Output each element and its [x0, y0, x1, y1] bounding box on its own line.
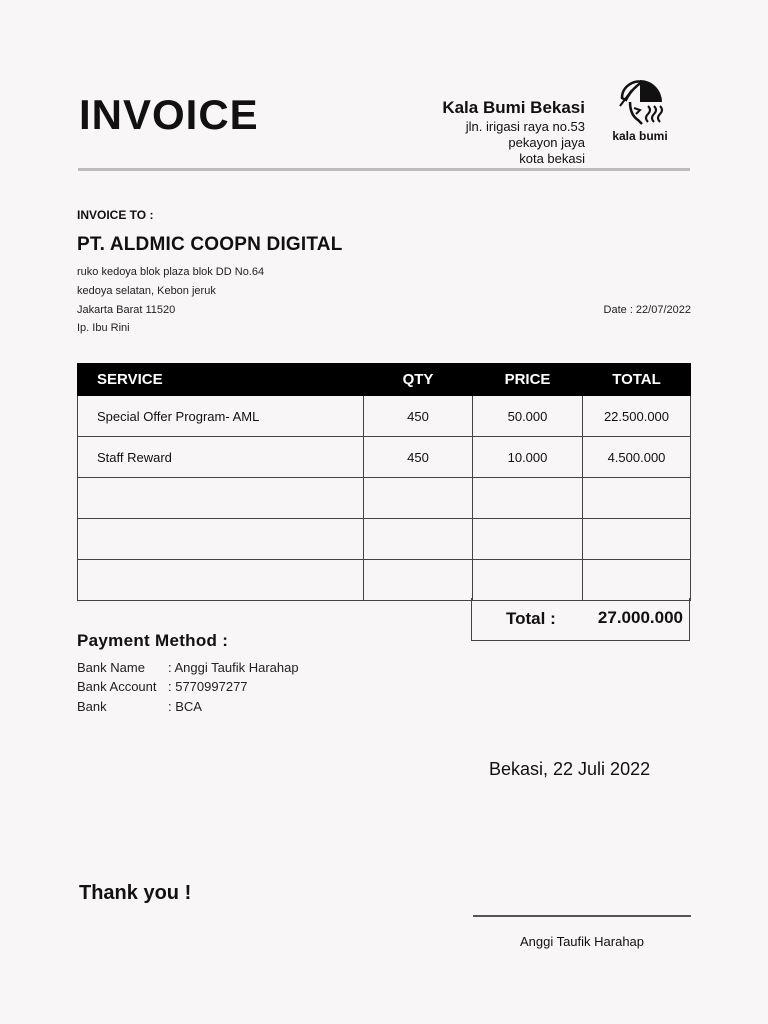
client-contact: Ip. Ibu Rini — [77, 322, 130, 334]
kala-bumi-logo-icon — [612, 76, 668, 128]
logo-text: kala bumi — [612, 129, 668, 143]
header-service: SERVICE — [78, 364, 364, 396]
payment-row — [77, 679, 248, 694]
cell-qty: 450 — [364, 437, 473, 478]
grand-total-value: 27.000.000 — [597, 608, 683, 627]
payment-row — [77, 660, 299, 675]
cell-service: Staff Reward — [78, 437, 364, 478]
client-address-line: ruko kedoya blok plaza blok DD No.64 — [77, 266, 265, 278]
table-row — [78, 519, 691, 560]
cell-total — [583, 519, 691, 560]
company-block — [442, 97, 585, 167]
cell-qty: 450 — [364, 396, 473, 437]
payment-row — [77, 699, 202, 714]
payment-value: : 5770997277 — [168, 679, 248, 694]
cell-qty — [364, 478, 473, 519]
payment-key: Bank Name — [77, 660, 145, 675]
cell-total: 22.500.000 — [583, 396, 691, 437]
grand-total-label: Total : — [506, 609, 556, 628]
cell-price — [473, 478, 583, 519]
table-row — [78, 478, 691, 519]
payment-value: : Anggi Taufik Harahap — [168, 660, 299, 675]
signatory-name: Anggi Taufik Harahap — [519, 934, 645, 949]
cell-price: 10.000 — [473, 437, 583, 478]
signature-line — [473, 915, 691, 917]
invoice-to-label: INVOICE TO : — [77, 208, 154, 222]
header-total: TOTAL — [583, 364, 691, 396]
cell-service — [78, 519, 364, 560]
cell-qty — [364, 560, 473, 601]
client-address-line: Jakarta Barat 11520 — [77, 304, 176, 316]
header-divider — [78, 168, 690, 171]
cell-price — [473, 560, 583, 601]
cell-service — [78, 560, 364, 601]
table-row — [78, 437, 691, 478]
company-address-line: pekayon jaya — [508, 135, 585, 150]
payment-value: : BCA — [168, 699, 202, 714]
company-name: Kala Bumi Bekasi — [442, 98, 585, 117]
cell-service: Special Offer Program- AML — [78, 396, 364, 437]
header-price: PRICE — [473, 364, 583, 396]
cell-price — [473, 519, 583, 560]
thank-you-text: Thank you ! — [79, 882, 192, 904]
table-row — [78, 396, 691, 437]
cell-total — [583, 478, 691, 519]
company-logo — [605, 76, 675, 146]
payment-key: Bank Account — [77, 679, 157, 694]
cell-qty — [364, 519, 473, 560]
items-table — [77, 363, 691, 601]
cell-total — [583, 560, 691, 601]
header-qty: QTY — [364, 364, 473, 396]
company-address-line: jln. irigasi raya no.53 — [465, 119, 585, 134]
payment-key: Bank — [77, 699, 107, 714]
cell-total: 4.500.000 — [583, 437, 691, 478]
cell-price: 50.000 — [473, 396, 583, 437]
cell-service — [78, 478, 364, 519]
company-address-line: kota bekasi — [519, 151, 585, 166]
client-address-line: kedoya selatan, Kebon jeruk — [77, 285, 216, 297]
table-row — [78, 560, 691, 601]
table-header-row — [78, 364, 691, 396]
place-and-date: Bekasi, 22 Juli 2022 — [489, 759, 651, 779]
invoice-title: INVOICE — [79, 91, 259, 138]
invoice-date: Date : 22/07/2022 — [603, 304, 691, 316]
grand-total-box — [471, 598, 690, 641]
client-name: PT. ALDMIC COOPN DIGITAL — [77, 234, 343, 255]
payment-method-title: Payment Method : — [77, 631, 229, 650]
